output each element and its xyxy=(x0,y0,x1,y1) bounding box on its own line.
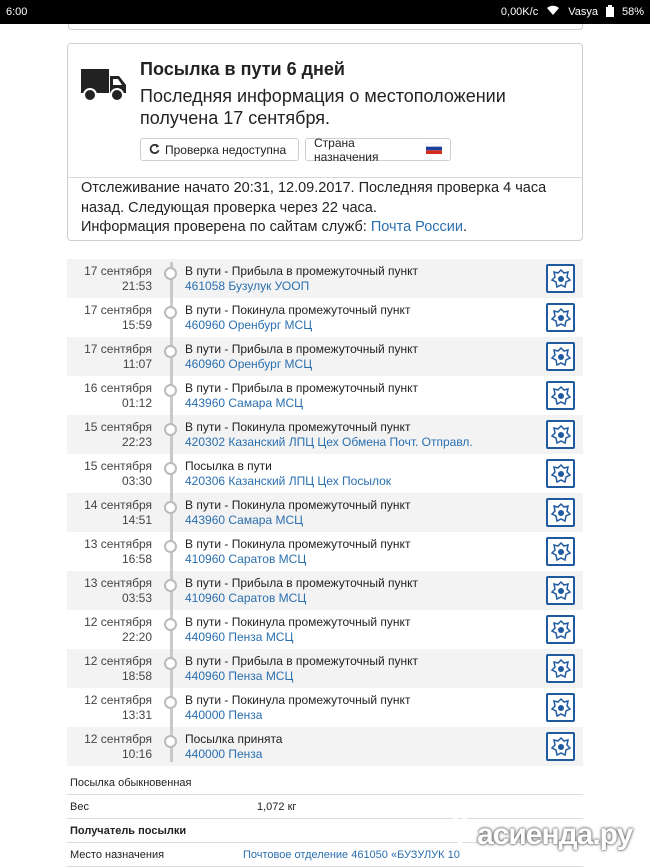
event-datetime xyxy=(84,615,152,645)
russia-flag-icon xyxy=(426,143,442,157)
russian-post-emblem-icon xyxy=(546,732,575,761)
card-divider xyxy=(68,177,582,178)
event-time: 18:58 xyxy=(121,669,152,683)
timeline-dot xyxy=(164,501,177,514)
russian-post-emblem-icon xyxy=(546,420,575,449)
parcel-type: Посылка обыкновенная xyxy=(70,777,192,789)
event-datetime xyxy=(84,264,152,294)
event-date: 16 сентября xyxy=(84,381,152,395)
event-status: В пути - Покинула промежуточный пункт xyxy=(185,498,411,512)
summary-subtitle: Последняя информация о местоположении получена 17 сентября. xyxy=(140,86,506,128)
tracking-events-list xyxy=(67,259,583,766)
event-date: 17 сентября xyxy=(84,342,152,356)
russian-post-emblem-icon xyxy=(546,576,575,605)
event-row xyxy=(67,688,583,727)
event-time: 15:59 xyxy=(121,318,152,332)
event-date: 15 сентября xyxy=(84,459,152,473)
event-row xyxy=(67,259,583,298)
event-datetime xyxy=(84,576,152,606)
event-location[interactable]: 440000 Пенза xyxy=(185,747,263,761)
destination-country-button[interactable] xyxy=(305,135,451,164)
event-date: 13 сентября xyxy=(84,576,152,590)
recipient-header: Получатель посылки xyxy=(70,825,187,837)
russian-post-emblem-icon xyxy=(546,537,575,566)
event-row xyxy=(67,532,583,571)
event-status: Посылка в пути xyxy=(185,459,272,473)
weight-label: Вес xyxy=(70,801,89,813)
russian-post-emblem-icon xyxy=(546,615,575,644)
russian-post-emblem-icon xyxy=(546,693,575,722)
services-checked-text: Информация проверена по сайтам служб: xyxy=(81,219,367,235)
event-datetime xyxy=(84,654,152,684)
previous-card-edge xyxy=(68,24,583,30)
event-status: В пути - Прибыла в промежуточный пункт xyxy=(185,654,419,668)
destination-label: Место назначения xyxy=(70,849,165,861)
event-datetime xyxy=(84,381,152,411)
destination-country-label: Страна назначения xyxy=(314,135,379,164)
event-time: 11:07 xyxy=(122,357,152,371)
event-time: 13:31 xyxy=(121,708,152,722)
timeline-dot xyxy=(164,657,177,670)
timeline-dot xyxy=(164,579,177,592)
russian-post-emblem-icon xyxy=(546,264,575,293)
event-location[interactable]: 410960 Саратов МСЦ xyxy=(185,552,307,566)
destination-value[interactable]: Почтовое отделение 461050 «БУЗУЛУК 10 xyxy=(243,849,460,861)
site-watermark xyxy=(447,806,647,864)
carrier-name: Vasya xyxy=(568,6,598,18)
refresh-icon xyxy=(149,143,160,157)
event-status: В пути - Покинула промежуточный пункт xyxy=(185,420,411,434)
event-time: 21:53 xyxy=(121,279,152,293)
event-time: 03:30 xyxy=(121,474,152,488)
event-status: В пути - Покинула промежуточный пункт xyxy=(185,615,411,629)
timeline-dot xyxy=(164,462,177,475)
event-datetime xyxy=(84,459,152,489)
parcel-type-row xyxy=(67,771,583,795)
event-location[interactable]: 420302 Казанский ЛПЦ Цех Обмена Почт. Отправл. xyxy=(185,435,473,449)
event-time: 22:20 xyxy=(121,630,152,644)
event-row xyxy=(67,454,583,493)
event-datetime xyxy=(84,303,152,333)
event-date: 15 сентября xyxy=(84,420,152,434)
event-status: В пути - Покинула промежуточный пункт xyxy=(185,537,411,551)
check-status-button[interactable] xyxy=(140,138,299,161)
event-row xyxy=(67,298,583,337)
event-time: 16:58 xyxy=(121,552,152,566)
event-status: В пути - Покинула промежуточный пункт xyxy=(185,693,411,707)
event-status: В пути - Прибыла в промежуточный пункт xyxy=(185,576,419,590)
event-row xyxy=(67,493,583,532)
event-date: 17 сентября xyxy=(84,264,152,278)
weight-value: 1,072 кг xyxy=(257,801,297,813)
timeline-dot xyxy=(164,345,177,358)
event-date: 12 сентября xyxy=(84,693,152,707)
event-row xyxy=(67,649,583,688)
tracking-summary-card xyxy=(67,43,583,241)
event-status: В пути - Прибыла в промежуточный пункт xyxy=(185,342,419,356)
russian-post-emblem-icon xyxy=(546,381,575,410)
event-location[interactable]: 443960 Самара МСЦ xyxy=(185,513,303,527)
watermark-logo-icon xyxy=(447,811,473,859)
timeline-dot xyxy=(164,384,177,397)
event-row xyxy=(67,337,583,376)
event-location[interactable]: 420306 Казанский ЛПЦ Цех Посылок xyxy=(185,474,392,488)
event-datetime xyxy=(84,498,152,528)
timeline-dot xyxy=(164,306,177,319)
battery-icon xyxy=(606,5,614,20)
event-location[interactable]: 440960 Пенза МСЦ xyxy=(185,669,294,683)
russian-post-emblem-icon xyxy=(546,654,575,683)
event-datetime xyxy=(84,342,152,372)
event-row xyxy=(67,376,583,415)
event-time: 03:53 xyxy=(121,591,152,605)
timeline-dot xyxy=(164,735,177,748)
status-bar xyxy=(0,0,650,24)
russian-post-emblem-icon xyxy=(546,498,575,527)
event-datetime xyxy=(84,693,152,723)
event-row xyxy=(67,571,583,610)
event-location[interactable]: 460960 Оренбург МСЦ xyxy=(185,357,313,371)
event-date: 12 сентября xyxy=(84,654,152,668)
event-row xyxy=(67,610,583,649)
tracking-info xyxy=(81,179,571,238)
event-date: 13 сентября xyxy=(84,537,152,551)
wifi-icon xyxy=(546,5,560,19)
event-row xyxy=(67,727,583,766)
battery-level: 58% xyxy=(621,6,644,18)
tracking-info-text: Отслеживание начато 20:31, 12.09.2017. Последняя проверка 4 часа назад. Следующая проверка через 22 часа. xyxy=(81,180,547,216)
event-status: В пути - Покинула промежуточный пункт xyxy=(185,303,411,317)
event-datetime xyxy=(84,732,152,762)
event-row xyxy=(67,415,583,454)
event-time: 01:12 xyxy=(121,396,152,410)
timeline-dot xyxy=(164,267,177,280)
truck-icon xyxy=(81,65,127,108)
russian-post-emblem-icon xyxy=(546,303,575,332)
clock: 6:00 xyxy=(6,6,28,18)
russian-post-emblem-icon xyxy=(546,459,575,488)
event-datetime xyxy=(84,537,152,567)
russian-post-link[interactable]: Почта России xyxy=(370,219,463,235)
russian-post-emblem-icon xyxy=(546,342,575,371)
event-status: Посылка принята xyxy=(185,732,283,746)
event-location[interactable]: 460960 Оренбург МСЦ xyxy=(185,318,313,332)
event-location[interactable]: 410960 Саратов МСЦ xyxy=(185,591,307,605)
timeline-dot xyxy=(164,423,177,436)
timeline-dot xyxy=(164,540,177,553)
event-location[interactable]: 461058 Бузулук УООП xyxy=(185,279,310,293)
event-datetime xyxy=(84,420,152,450)
event-status: В пути - Прибыла в промежуточный пункт xyxy=(185,381,419,395)
event-status: В пути - Прибыла в промежуточный пункт xyxy=(185,264,419,278)
event-location[interactable]: 440000 Пенза xyxy=(185,708,263,722)
watermark-text: асиенда.ру xyxy=(477,818,633,851)
event-time: 14:51 xyxy=(121,513,152,527)
check-status-label: Проверка недоступна xyxy=(165,142,287,157)
timeline-dot xyxy=(164,618,177,631)
event-time: 22:23 xyxy=(121,435,152,449)
event-time: 10:16 xyxy=(121,747,152,761)
event-location[interactable]: 443960 Самара МСЦ xyxy=(185,396,303,410)
event-date: 17 сентября xyxy=(84,303,152,317)
info-trailing-dot: . xyxy=(462,219,467,235)
network-speed: 0,00K/c xyxy=(500,6,539,18)
timeline-dot xyxy=(164,696,177,709)
event-date: 14 сентября xyxy=(84,498,152,512)
event-date: 12 сентября xyxy=(84,732,152,746)
event-date: 12 сентября xyxy=(84,615,152,629)
event-location[interactable]: 440960 Пенза МСЦ xyxy=(185,630,294,644)
summary-title: Посылка в пути 6 дней xyxy=(140,59,345,79)
